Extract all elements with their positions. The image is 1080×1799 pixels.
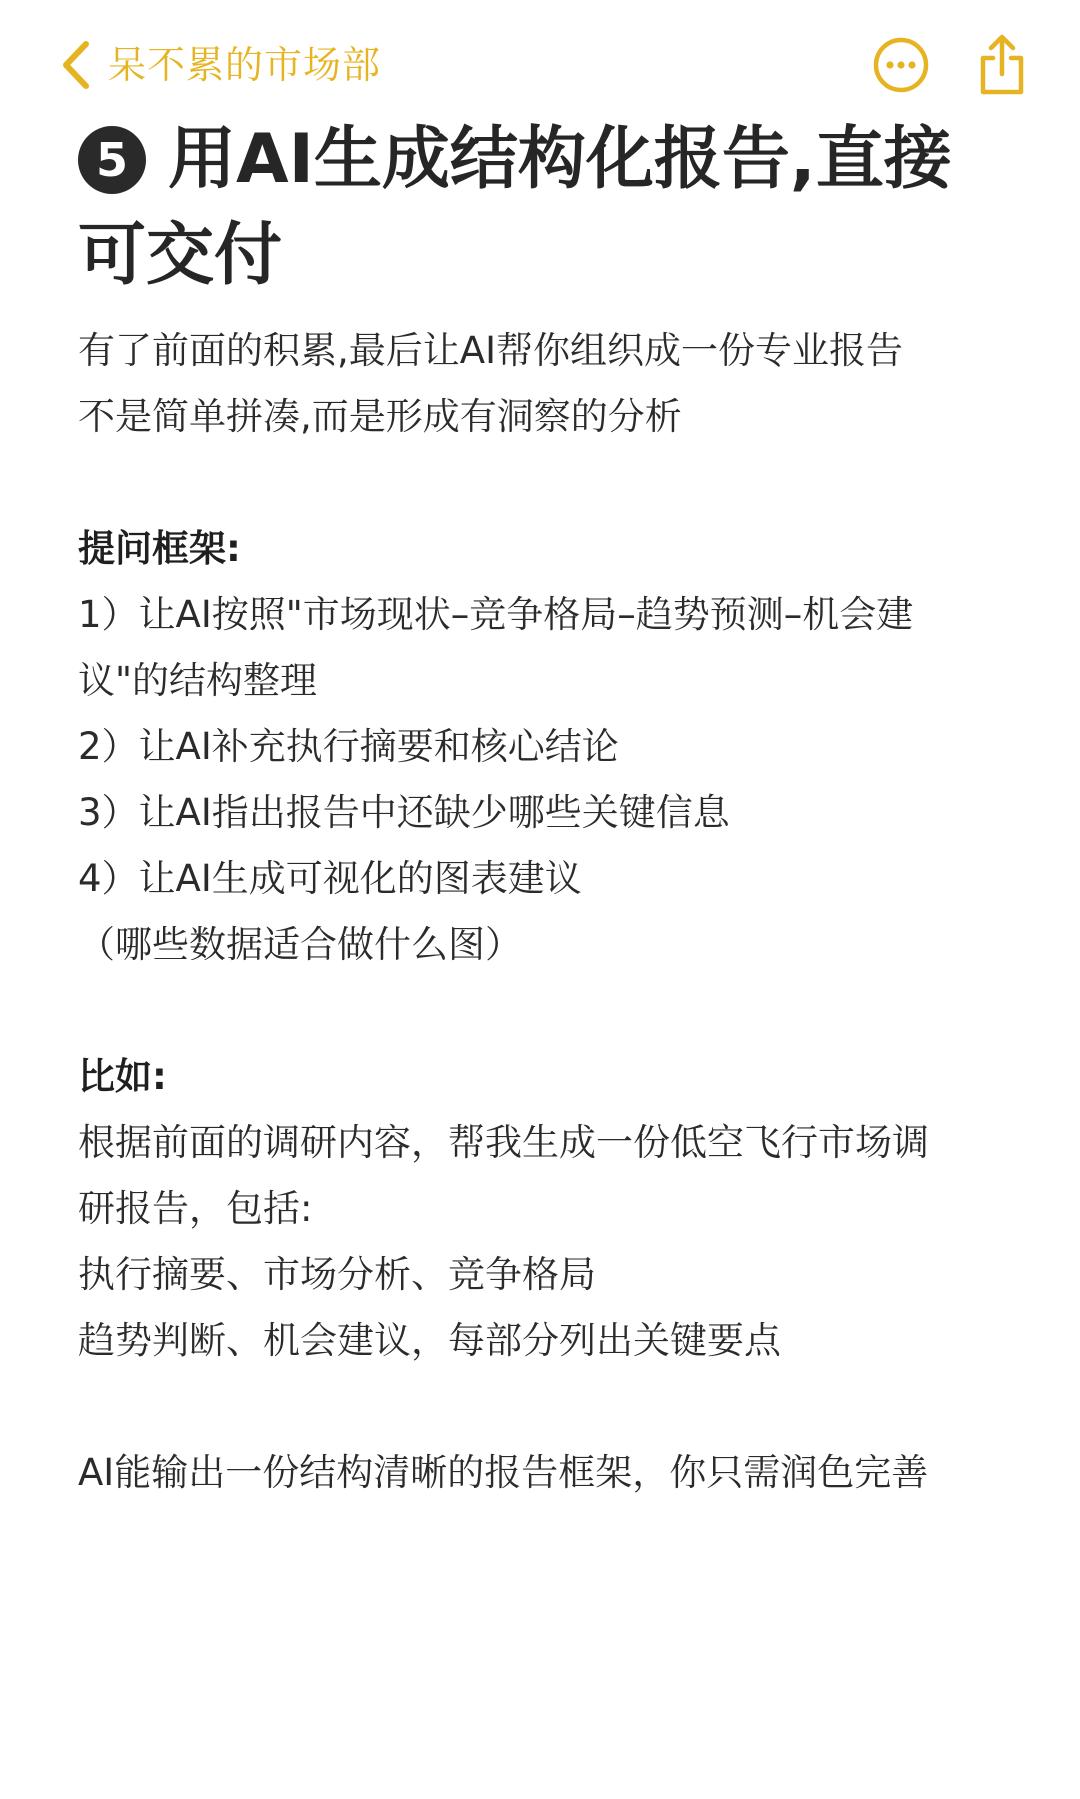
- intro-line: 不是简单拼凑,而是形成有洞察的分析: [78, 395, 682, 438]
- ellipsis-circle-icon[interactable]: [872, 36, 930, 94]
- framework-item: 2）让AI补充执行摘要和核心结论: [78, 725, 619, 768]
- example-line: 研报告，包括:: [78, 1187, 313, 1230]
- example-line: 根据前面的调研内容，帮我生成一份低空飞行市场调: [78, 1121, 929, 1164]
- back-button[interactable]: [56, 38, 381, 92]
- note-body: [78, 318, 1008, 1506]
- intro-line: 有了前面的积累,最后让AI帮你组织成一份专业报告: [78, 329, 903, 372]
- number-badge: 5: [78, 126, 146, 194]
- blank-line: [78, 1374, 1008, 1440]
- chevron-left-icon: [56, 38, 98, 92]
- example-line: 趋势判断、机会建议，每部分列出关键要点: [78, 1319, 781, 1362]
- framework-item: 议"的结构整理: [78, 659, 318, 702]
- framework-heading: 提问框架:: [78, 527, 241, 570]
- framework-item: 1）让AI按照"市场现状–竞争格局–趋势预测–机会建: [78, 593, 914, 636]
- blank-line: [78, 450, 1008, 516]
- blank-line: [78, 978, 1008, 1044]
- nav-bar: [0, 0, 1080, 130]
- framework-item: （哪些数据适合做什么图）: [78, 923, 522, 966]
- note-title: [78, 112, 978, 304]
- example-heading: 比如:: [78, 1055, 167, 1098]
- note-title-text: 用AI生成结构化报告,直接可交付: [78, 120, 952, 295]
- back-label: 呆不累的市场部: [108, 43, 382, 87]
- share-icon[interactable]: [975, 32, 1029, 98]
- framework-item: 3）让AI指出报告中还缺少哪些关键信息: [78, 791, 730, 834]
- example-line: 执行摘要、市场分析、竞争格局: [78, 1253, 596, 1296]
- conclusion-line: AI能输出一份结构清晰的报告框架，你只需润色完善: [78, 1451, 929, 1494]
- framework-item: 4）让AI生成可视化的图表建议: [78, 857, 582, 900]
